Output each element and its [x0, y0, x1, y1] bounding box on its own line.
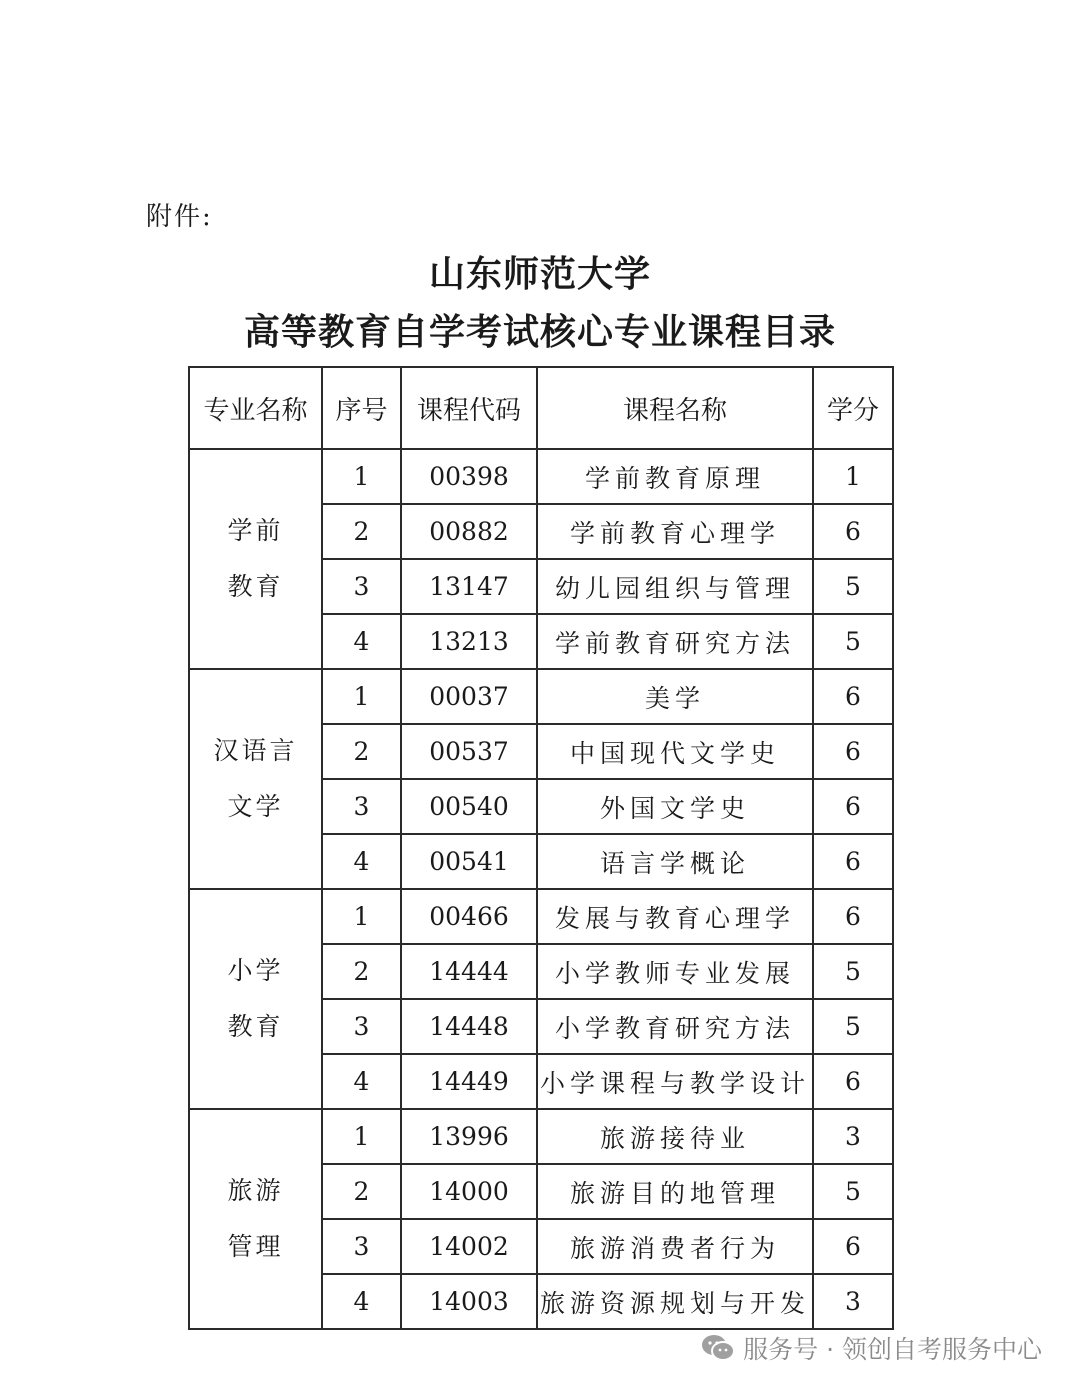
- watermark-text: 服务号 · 领创自考服务中心: [743, 1335, 1042, 1364]
- course-name: 旅游目的地管理: [537, 1164, 813, 1219]
- course-seq: 1: [322, 449, 401, 504]
- major-name-line: 教育: [227, 572, 284, 601]
- table-row: [189, 1109, 893, 1164]
- course-name: 中国现代文学史: [537, 724, 813, 779]
- course-code: 00882: [401, 504, 537, 559]
- course-code: 14448: [401, 999, 537, 1054]
- course-name: 旅游消费者行为: [537, 1219, 813, 1274]
- course-code: 00466: [401, 889, 537, 944]
- course-code: 13147: [401, 559, 537, 614]
- course-seq: 3: [322, 999, 401, 1054]
- course-code: 00037: [401, 669, 537, 724]
- course-name: 发展与教育心理学: [537, 889, 813, 944]
- course-name: 幼儿园组织与管理: [537, 559, 813, 614]
- course-credit: 5: [813, 1164, 893, 1219]
- major-name-line: 文学: [227, 792, 284, 821]
- course-name: 旅游接待业: [537, 1109, 813, 1164]
- course-credit: 6: [813, 834, 893, 889]
- course-code: 14000: [401, 1164, 537, 1219]
- major-name-line: 小学: [227, 956, 284, 985]
- course-seq: 2: [322, 504, 401, 559]
- watermark: [701, 1330, 1042, 1366]
- course-name: 小学教师专业发展: [537, 944, 813, 999]
- course-code: 13996: [401, 1109, 537, 1164]
- course-code: 13213: [401, 614, 537, 669]
- header-course-name: 课程名称: [537, 367, 813, 449]
- course-credit: 6: [813, 1054, 893, 1109]
- document-title-university: 山东师范大学: [428, 253, 651, 295]
- course-name: 小学教育研究方法: [537, 999, 813, 1054]
- major-name-line: 教育: [227, 1012, 284, 1041]
- course-code: 00537: [401, 724, 537, 779]
- course-seq: 2: [322, 1164, 401, 1219]
- course-seq: 4: [322, 614, 401, 669]
- course-name: 美学: [537, 669, 813, 724]
- course-seq: 1: [322, 889, 401, 944]
- course-name: 旅游资源规划与开发: [537, 1274, 813, 1329]
- course-code: 14003: [401, 1274, 537, 1329]
- course-code: 00398: [401, 449, 537, 504]
- course-seq: 3: [322, 559, 401, 614]
- attachment-label: 附件:: [146, 202, 213, 232]
- course-credit: 6: [813, 779, 893, 834]
- major-name-line: 汉语言: [213, 736, 298, 765]
- course-name: 学前教育心理学: [537, 504, 813, 559]
- header-credit: 学分: [813, 367, 893, 449]
- header-major: 专业名称: [189, 367, 322, 449]
- course-code: 14449: [401, 1054, 537, 1109]
- course-name: 学前教育研究方法: [537, 614, 813, 669]
- course-credit: 6: [813, 669, 893, 724]
- course-name: 语言学概论: [537, 834, 813, 889]
- course-code: 14444: [401, 944, 537, 999]
- table-row: [189, 449, 893, 504]
- course-credit: 6: [813, 1219, 893, 1274]
- wechat-icon: [701, 1334, 735, 1362]
- table-row: [189, 669, 893, 724]
- course-seq: 3: [322, 779, 401, 834]
- header-seq: 序号: [322, 367, 401, 449]
- major-name-line: 学前: [227, 516, 284, 545]
- course-credit: 6: [813, 724, 893, 779]
- major-name-cell: [189, 889, 322, 1109]
- course-seq: 4: [322, 834, 401, 889]
- course-credit: 5: [813, 614, 893, 669]
- course-name: 外国文学史: [537, 779, 813, 834]
- course-credit: 5: [813, 944, 893, 999]
- course-credit: 3: [813, 1109, 893, 1164]
- course-seq: 2: [322, 944, 401, 999]
- major-name-cell: [189, 669, 322, 889]
- header-code: 课程代码: [401, 367, 537, 449]
- course-seq: 2: [322, 724, 401, 779]
- course-credit: 6: [813, 504, 893, 559]
- course-catalog-table: [188, 366, 894, 1330]
- major-name-line: 旅游: [227, 1176, 284, 1205]
- course-seq: 1: [322, 1109, 401, 1164]
- table-row: [189, 889, 893, 944]
- course-seq: 1: [322, 669, 401, 724]
- course-name: 小学课程与教学设计: [537, 1054, 813, 1109]
- course-code: 00540: [401, 779, 537, 834]
- course-code: 14002: [401, 1219, 537, 1274]
- course-credit: 5: [813, 559, 893, 614]
- course-credit: 5: [813, 999, 893, 1054]
- table-header-row: [189, 367, 893, 449]
- course-seq: 4: [322, 1054, 401, 1109]
- document-title-catalog: 高等教育自学考试核心专业课程目录: [243, 311, 836, 353]
- course-code: 00541: [401, 834, 537, 889]
- course-name: 学前教育原理: [537, 449, 813, 504]
- course-seq: 3: [322, 1219, 401, 1274]
- course-credit: 1: [813, 449, 893, 504]
- course-seq: 4: [322, 1274, 401, 1329]
- major-name-line: 管理: [227, 1232, 284, 1261]
- major-name-cell: [189, 1109, 322, 1329]
- course-credit: 3: [813, 1274, 893, 1329]
- course-credit: 6: [813, 889, 893, 944]
- major-name-cell: [189, 449, 322, 669]
